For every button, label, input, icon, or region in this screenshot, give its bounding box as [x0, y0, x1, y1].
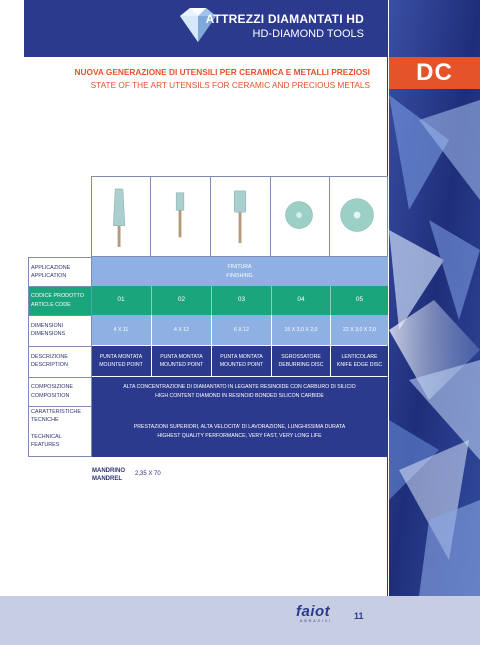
- code-cell: 05: [330, 286, 388, 315]
- code-cell: 04: [271, 286, 330, 315]
- row-divider: [28, 315, 91, 316]
- dimension-cell: 4 X 11: [91, 315, 151, 345]
- row-divider: [28, 406, 91, 407]
- tool-image-05: [329, 176, 388, 257]
- header-banner: [24, 0, 388, 57]
- dimension-cell: 22 X 3,0 X 2,0: [330, 315, 388, 345]
- label-application: APPLICAZIONE APPLICATION: [31, 264, 71, 279]
- features-value: PRESTAZIONI SUPERIORI, ALTA VELOCITA' DI LAVORAZIONE, LUNGHISSIMA DURATA HIGHEST QUALITY PERFORMANCE, VERY FAST, VERY LONG LIFE: [91, 406, 388, 457]
- brand-logo: faiot: [296, 603, 331, 620]
- subtitle-english: STATE OF THE ART UTENSILS FOR CERAMIC AND PRECIOUS METALS: [90, 80, 370, 90]
- label-dimensions: DIMENSIONI DIMENSIONS: [31, 322, 66, 337]
- diamond-background: [389, 0, 480, 596]
- tool-image-02: [150, 176, 211, 257]
- dimension-cell: 6 X 12: [211, 315, 271, 345]
- header-title: ATTREZZI DIAMANTATI HD: [205, 12, 364, 26]
- row-divider: [28, 286, 91, 287]
- description-cell: SGROSSATORE DEBURRING DISC: [271, 346, 330, 376]
- row-divider: [28, 346, 91, 347]
- label-composition: COMPOSIZIONE COMPOSITION: [31, 384, 73, 399]
- subtitle-italian: NUOVA GENERAZIONE DI UTENSILI PER CERAMICA E METALLI PREZIOSI: [74, 67, 370, 77]
- description-cell: PUNTA MONTATA MOUNTED POINT: [211, 346, 271, 376]
- code-cell: 03: [211, 286, 271, 315]
- row-divider: [28, 377, 91, 378]
- mandrel-label: MANDRINO MANDREL: [92, 468, 125, 482]
- brand-logo-subtitle: ABRASIVI: [300, 619, 333, 623]
- description-cell: LENTICOLARE KNIFE EDGE DISC: [330, 346, 388, 376]
- description-cell: PUNTA MONTATA MOUNTED POINT: [151, 346, 211, 376]
- label-column-frame: [28, 257, 92, 457]
- code-cell: 01: [91, 286, 151, 315]
- label-description: DESCRIZIONE DESCRIPTION: [31, 353, 68, 368]
- page-number: 11: [354, 611, 364, 621]
- code-cell: 02: [151, 286, 211, 315]
- dimension-cell: 4 X 12: [151, 315, 211, 345]
- tool-image-01: [91, 176, 151, 257]
- label-features: CARATTERISTICHE TECNICHE TECHNICAL FEATURES: [31, 409, 81, 448]
- mandrel-value: 2,35 X 70: [135, 471, 161, 477]
- footer-bar: [0, 596, 480, 645]
- application-value: FINITURA FINISHING: [91, 257, 388, 286]
- dimension-cell: 15 X 3,0 X 2,0: [271, 315, 330, 345]
- label-code: CODICE PRODOTTO ARTICLE CODE: [28, 286, 91, 315]
- description-cell: PUNTA MONTATA MOUNTED POINT: [91, 346, 151, 376]
- tool-image-04: [270, 176, 330, 257]
- header-subtitle: HD-DIAMOND TOOLS: [252, 28, 364, 40]
- composition-value: ALTA CONCENTRAZIONE DI DIAMANTATO IN LEGANTE RESINOIDE CON CARBURO DI SILICIO HIGH CONTENT DIAMOND IN RESINOID BONDED SILICON CARBIDE: [91, 377, 388, 406]
- tool-image-03: [210, 176, 271, 257]
- section-code: DC: [416, 59, 453, 86]
